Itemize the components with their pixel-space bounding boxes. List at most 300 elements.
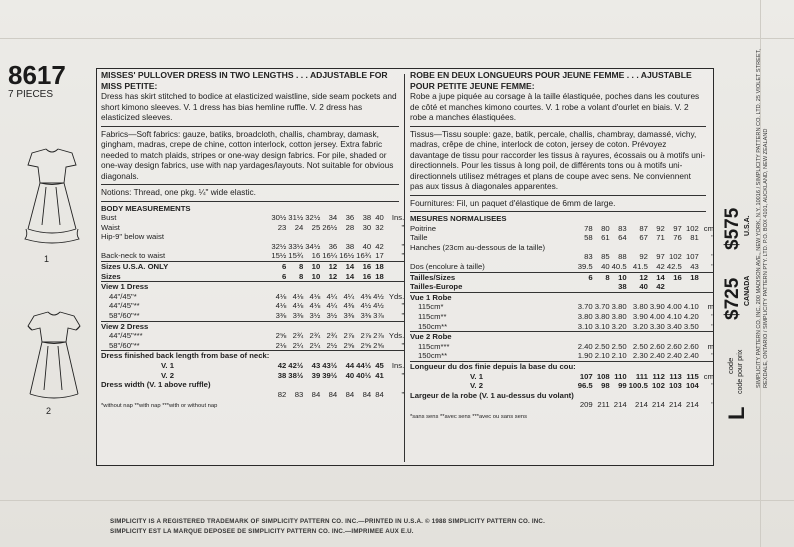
- table-cell: 2⅝: [373, 340, 384, 350]
- table-cell: 43: [311, 361, 321, 370]
- table-cell: [354, 232, 371, 242]
- table-cell: 113: [669, 371, 682, 381]
- table-cell: 2.10: [594, 351, 610, 361]
- table-row: [101, 311, 404, 321]
- table-row: [101, 223, 404, 233]
- table-row: [101, 213, 404, 223]
- table-cell: 2½: [326, 340, 338, 350]
- table-cell: 14: [648, 272, 665, 282]
- table-cell: [648, 332, 665, 342]
- table-cell: 36: [345, 213, 355, 223]
- table-cell: [269, 380, 286, 390]
- table-cell: 102: [685, 223, 699, 233]
- row-label: 115cm***: [418, 341, 450, 351]
- table-cell: 83: [584, 252, 593, 262]
- table-cell: [371, 351, 384, 361]
- table-cell: [682, 214, 699, 224]
- unit-cell: ": [401, 370, 405, 380]
- english-footnote: *without nap **with nap ***with or without nap: [101, 403, 218, 410]
- table-cell: [593, 214, 610, 224]
- table-cell: [303, 380, 320, 390]
- english-fabrics: Fabrics—Soft fabrics: gauze, batiks, broadcloth, challis, chambray, damask, gingham, madras, crepe de chine, cotton interlock, cotton jersey. Extra fabric needed to match plaids, stripes or one-way design fabrics. For pile, shaded or one-way design fabrics, use with nap yardages/layouts. Not suitable for obvious diagonals.: [101, 128, 394, 181]
- table-cell: 3.80: [632, 302, 648, 312]
- unit-cell: m: [707, 302, 715, 312]
- table-row: [410, 214, 714, 224]
- table-cell: [627, 332, 648, 342]
- table-cell: 18: [371, 262, 384, 272]
- table-cell: 3.30: [649, 321, 665, 331]
- table-cell: 24: [294, 222, 304, 232]
- table-cell: 45: [375, 361, 384, 370]
- table-cell: 104: [685, 381, 699, 391]
- table-cell: 4.10: [683, 302, 699, 312]
- table-row: [410, 282, 714, 292]
- table-cell: 40½: [356, 370, 372, 380]
- row-label: 150cm**: [418, 321, 448, 331]
- row-label: Tailles/Sizes: [410, 272, 576, 282]
- table-cell: 4⅛: [292, 301, 304, 311]
- row-label: 44"/45"**: [109, 301, 140, 311]
- table-cell: 2.60: [683, 341, 699, 351]
- table-cell: 28: [345, 222, 355, 232]
- table-cell: 84: [375, 389, 384, 399]
- unit-cell: [384, 262, 404, 272]
- table-cell: 102: [668, 252, 682, 262]
- table-cell: 92: [656, 223, 665, 233]
- table-cell: 43½: [322, 361, 338, 370]
- table-cell: 15½: [271, 251, 287, 261]
- unit-cell: Yds.: [388, 291, 405, 301]
- table-cell: [320, 351, 337, 361]
- table-cell: 40: [375, 213, 384, 223]
- table-row: [410, 252, 714, 262]
- table-cell: [576, 282, 593, 292]
- unit-cell: Ins.: [391, 361, 405, 370]
- table-cell: [337, 351, 354, 361]
- table-cell: 87: [639, 223, 648, 233]
- table-cell: 2.40: [577, 341, 593, 351]
- table-row: [410, 272, 714, 282]
- table-cell: 107: [579, 371, 593, 381]
- unit-cell: [384, 204, 404, 214]
- table-cell: 88: [618, 252, 627, 262]
- row-label: 115cm**: [418, 311, 447, 321]
- table-cell: [593, 282, 610, 292]
- table-cell: 3.70: [577, 302, 593, 312]
- table-cell: 18: [682, 272, 699, 282]
- table-cell: 4⅛: [309, 301, 321, 311]
- table-cell: 32½: [305, 213, 321, 223]
- row-label: Vue 1 Robe: [410, 292, 576, 302]
- table-cell: 41.5: [632, 261, 648, 271]
- table-cell: 67: [639, 233, 648, 243]
- table-cell: 4½: [373, 291, 384, 301]
- table-cell: [593, 332, 610, 342]
- table-cell: 44: [345, 361, 355, 370]
- table-cell: 80: [601, 223, 610, 233]
- table-row: [101, 272, 404, 282]
- table-cell: 16¼: [322, 251, 338, 261]
- table-cell: [269, 282, 286, 292]
- unit-cell: [384, 321, 404, 331]
- unit-cell: ": [711, 321, 715, 331]
- table-cell: 214: [613, 400, 627, 410]
- table-cell: 3.70: [594, 302, 610, 312]
- table-cell: 112: [652, 371, 665, 381]
- table-cell: [648, 243, 665, 253]
- view-2-sketch: [18, 306, 90, 406]
- row-label: [410, 252, 576, 262]
- table-cell: 214: [635, 400, 648, 410]
- table-cell: [665, 332, 682, 342]
- table-cell: 85: [601, 252, 610, 262]
- table-cell: 98: [601, 381, 610, 391]
- table-cell: 17: [375, 251, 384, 261]
- table-cell: 2⅝: [275, 331, 287, 341]
- unit-cell: [699, 332, 714, 342]
- table-cell: 10: [311, 271, 321, 281]
- table-cell: 32: [375, 222, 384, 232]
- envelope-fold-bottom: [0, 500, 794, 501]
- table-cell: 84: [328, 389, 338, 399]
- table-cell: 108: [596, 371, 610, 381]
- table-cell: 99: [618, 381, 627, 391]
- table-cell: [627, 361, 648, 371]
- row-label: BODY MEASUREMENTS: [101, 203, 191, 213]
- row-label: Largeur de la robe (V. 1 au-dessus du volant): [410, 390, 574, 400]
- code-pour-prix-label: code pour prix: [737, 349, 744, 394]
- table-cell: 2⅛: [275, 340, 287, 350]
- usa-price: $575: [722, 207, 743, 250]
- table-cell: [610, 214, 627, 224]
- table-cell: 3.10: [577, 321, 593, 331]
- french-yardage-table: [410, 214, 714, 410]
- table-cell: 26½: [322, 222, 338, 232]
- unit-cell: ": [711, 381, 715, 391]
- table-cell: [320, 380, 337, 390]
- unit-cell: [699, 243, 714, 253]
- publisher-addresses: SIMPLICITY PATTERN CO. INC. 200 MADISON AVE., NEW YORK, N.Y. 10016 / SIMPLICITY PATTERN CO. LTD. 25 VIOLET STREET, REXDALE, ONTARIO / SIMPLICITY PATTERN PTY. LTD. P.O. BOX 4101, AUCKLAND, NEW ZEALAND: [756, 49, 769, 388]
- unit-cell: [384, 272, 404, 282]
- table-cell: [303, 351, 320, 361]
- table-cell: 16: [311, 251, 321, 261]
- unit-cell: ": [711, 400, 715, 410]
- row-label: Hip-9" below waist: [101, 232, 164, 242]
- row-label: [410, 400, 576, 410]
- table-row: [410, 372, 714, 382]
- unit-cell: cm: [703, 223, 715, 233]
- table-row: [101, 292, 404, 302]
- table-cell: [269, 232, 286, 242]
- table-cell: 61: [601, 233, 610, 243]
- table-cell: 102: [652, 381, 665, 391]
- unit-cell: [699, 361, 714, 371]
- table-cell: 2¼: [292, 340, 304, 350]
- envelope-fold-top: [0, 38, 794, 39]
- unit-cell: ": [401, 311, 405, 321]
- unit-cell: [384, 232, 404, 242]
- footer-trademark-en: SIMPLICITY IS A REGISTERED TRADEMARK OF SIMPLICITY PATTERN CO. INC.—PRINTED IN U.S.A. © 1988 SIMPLICITY PATTERN CO. INC.: [110, 518, 546, 525]
- table-row: [101, 341, 404, 351]
- table-cell: 84: [345, 389, 355, 399]
- table-cell: [320, 232, 337, 242]
- table-cell: [286, 282, 303, 292]
- table-cell: 4.00: [666, 302, 682, 312]
- english-description: Dress has skirt stitched to bodice at elasticized waistline, side seam pockets and short kimono sleeves. V. 1 dress has bias hemline ruffle. V. 2 dress has elasticized sleeves.: [101, 91, 397, 122]
- table-cell: 2.60: [666, 341, 682, 351]
- table-cell: [648, 292, 665, 302]
- table-cell: 81: [690, 233, 699, 243]
- table-cell: 96.5: [577, 381, 593, 391]
- table-row: [410, 312, 714, 322]
- table-row: [410, 361, 714, 371]
- table-cell: 3.90: [632, 311, 648, 321]
- table-cell: [371, 204, 384, 214]
- table-row: [410, 224, 714, 234]
- table-cell: 43: [690, 261, 699, 271]
- table-row: [101, 361, 404, 371]
- unit-cell: ": [401, 222, 405, 232]
- table-row: [101, 262, 404, 272]
- row-label: Sizes U.S.A. ONLY: [101, 262, 269, 272]
- row-label: 150cm**: [418, 351, 448, 361]
- table-cell: 3.80: [611, 311, 627, 321]
- table-cell: [337, 232, 354, 242]
- table-cell: [593, 243, 610, 253]
- table-cell: [286, 321, 303, 331]
- table-cell: 34: [328, 213, 338, 223]
- table-cell: [682, 282, 699, 292]
- table-cell: 209: [579, 400, 593, 410]
- table-cell: 4⅜: [360, 291, 372, 301]
- table-cell: 4.00: [649, 311, 665, 321]
- table-cell: [610, 361, 627, 371]
- row-label: Poitrine: [410, 223, 437, 233]
- table-cell: [303, 232, 320, 242]
- table-cell: 3.20: [632, 321, 648, 331]
- unit-cell: ": [401, 301, 405, 311]
- table-cell: 16½: [339, 251, 355, 261]
- unit-cell: [699, 391, 714, 401]
- row-label: Dress width (V. 1 above ruffle): [101, 380, 211, 390]
- table-cell: 2¼: [309, 340, 321, 350]
- table-cell: [303, 321, 320, 331]
- table-row: [410, 302, 714, 312]
- table-cell: 2¾: [326, 331, 338, 341]
- table-cell: 38: [345, 241, 355, 251]
- table-cell: 40: [639, 282, 648, 292]
- table-cell: 16: [362, 271, 372, 281]
- table-cell: 39.5: [577, 261, 593, 271]
- table-cell: [665, 214, 682, 224]
- table-cell: [337, 282, 354, 292]
- unit-cell: [699, 292, 714, 302]
- table-row: [410, 262, 714, 272]
- table-cell: 97: [656, 252, 665, 262]
- table-cell: 2.50: [611, 341, 627, 351]
- table-cell: [337, 380, 354, 390]
- row-label: 58"/60"**: [109, 311, 140, 321]
- table-cell: [576, 214, 593, 224]
- table-cell: 14: [345, 271, 355, 281]
- unit-cell: ": [401, 340, 405, 350]
- table-cell: [610, 332, 627, 342]
- row-label: Hanches (23cm au-dessous de la taille): [410, 242, 546, 252]
- table-cell: [354, 351, 371, 361]
- table-cell: [371, 321, 384, 331]
- table-cell: 3⅜: [360, 311, 372, 321]
- table-cell: [610, 391, 627, 401]
- table-cell: 33½: [288, 241, 304, 251]
- table-cell: 211: [597, 400, 610, 410]
- french-notions: Fournitures: Fil, un paquet d'élastique de 6mm de large.: [410, 197, 616, 208]
- unit-cell: ": [711, 252, 715, 262]
- table-cell: [682, 332, 699, 342]
- table-cell: 41: [375, 370, 384, 380]
- unit-cell: ": [711, 233, 715, 243]
- table-cell: 16: [665, 272, 682, 282]
- table-row: [410, 243, 714, 253]
- french-footnote: *sans sens **avec sens ***avec ou sans sens: [410, 413, 527, 420]
- unit-cell: [699, 214, 714, 224]
- unit-cell: Ins.: [391, 213, 405, 223]
- table-cell: 2.40: [666, 351, 682, 361]
- table-cell: [682, 243, 699, 253]
- table-cell: 40.5: [611, 261, 627, 271]
- table-cell: [648, 214, 665, 224]
- unit-cell: [384, 282, 404, 292]
- table-cell: 2⅝: [360, 340, 372, 350]
- table-cell: 4⅛: [275, 301, 287, 311]
- table-cell: [371, 282, 384, 292]
- table-cell: 3½: [309, 311, 321, 321]
- table-cell: [593, 391, 610, 401]
- table-row: [410, 233, 714, 243]
- table-cell: 16¾: [356, 251, 372, 261]
- table-cell: 12: [627, 272, 648, 282]
- unit-cell: ": [711, 261, 715, 271]
- table-row: [101, 380, 404, 390]
- table-cell: [354, 321, 371, 331]
- table-cell: 3.80: [577, 311, 593, 321]
- english-title: MISSES' PULLOVER DRESS IN TWO LENGTHS . . . ADJUSTABLE FOR MISS PETITE:: [101, 70, 388, 91]
- table-row: [101, 242, 404, 252]
- table-cell: 25: [311, 222, 321, 232]
- code-label: code: [726, 357, 735, 374]
- table-cell: 82: [277, 389, 287, 399]
- table-cell: 2.10: [611, 351, 627, 361]
- table-row: [101, 282, 404, 292]
- table-cell: 4¼: [326, 301, 338, 311]
- table-cell: 2⅞: [343, 331, 355, 341]
- table-cell: [269, 321, 286, 331]
- table-cell: 40: [601, 261, 610, 271]
- table-cell: 39½: [322, 370, 338, 380]
- row-label: 115cm*: [418, 302, 444, 312]
- table-cell: [371, 380, 384, 390]
- table-row: [101, 301, 404, 311]
- table-cell: 78: [584, 223, 593, 233]
- table-cell: 97: [673, 223, 682, 233]
- row-label: [101, 390, 269, 400]
- table-cell: [286, 204, 303, 214]
- table-cell: [627, 243, 648, 253]
- table-cell: 3.40: [666, 321, 682, 331]
- table-cell: 8: [593, 272, 610, 282]
- table-row: [101, 232, 404, 242]
- table-cell: 214: [652, 400, 665, 410]
- table-cell: 4½: [360, 301, 372, 311]
- table-cell: 32½: [271, 241, 287, 251]
- table-cell: 8: [298, 271, 304, 281]
- table-cell: 4⅛: [309, 291, 321, 301]
- table-row: [101, 371, 404, 381]
- table-cell: 2⅝: [343, 340, 355, 350]
- unit-cell: [699, 282, 714, 292]
- table-cell: [610, 292, 627, 302]
- table-cell: 2.50: [594, 341, 610, 351]
- french-description: Robe a jupe piquée au corsage à la taille élastiquée, poches dans les coutures de côté et manches kimono courtes. V. 1 robe a volant d'ourlet en biais. V. 2 robe a manches élastiquées.: [410, 91, 700, 122]
- table-row: [410, 400, 714, 410]
- table-cell: [576, 391, 593, 401]
- row-label: Sizes: [101, 271, 121, 281]
- table-cell: 2.60: [649, 341, 665, 351]
- table-cell: 14: [337, 262, 354, 272]
- table-cell: [665, 391, 682, 401]
- table-cell: [627, 214, 648, 224]
- table-cell: 2.40: [649, 351, 665, 361]
- table-cell: [593, 361, 610, 371]
- table-cell: 4¼: [326, 291, 338, 301]
- table-cell: 30: [362, 222, 372, 232]
- table-cell: 3.80: [594, 311, 610, 321]
- table-row: [410, 381, 714, 391]
- row-label: Longueur du dos finie depuis la base du cou:: [410, 361, 576, 371]
- row-label: Bust: [101, 213, 117, 223]
- table-cell: [320, 204, 337, 214]
- table-cell: 4⅜: [343, 301, 355, 311]
- table-cell: [648, 361, 665, 371]
- table-cell: 23: [277, 222, 287, 232]
- table-cell: 84: [362, 389, 372, 399]
- table-cell: [337, 204, 354, 214]
- table-cell: 3.10: [594, 321, 610, 331]
- table-cell: [354, 380, 371, 390]
- table-cell: 2.30: [632, 351, 648, 361]
- unit-cell: m: [707, 341, 715, 351]
- table-cell: 4¼: [343, 291, 355, 301]
- row-label: Back-neck to waist: [101, 251, 166, 261]
- table-cell: [371, 232, 384, 242]
- table-cell: [665, 361, 682, 371]
- row-label: Tailles-Europe: [410, 282, 463, 292]
- unit-cell: ": [401, 241, 405, 251]
- price-code-letter: L: [724, 406, 749, 420]
- table-cell: 18: [375, 271, 384, 281]
- row-label: View 1 Dress: [101, 282, 269, 292]
- table-cell: 4½: [373, 301, 384, 311]
- table-cell: 71: [656, 233, 665, 243]
- table-cell: 15¾: [288, 251, 304, 261]
- table-row: [101, 251, 404, 261]
- unit-cell: Yds.: [388, 331, 405, 341]
- table-cell: 10: [303, 262, 320, 272]
- table-cell: 214: [685, 400, 699, 410]
- table-cell: [576, 292, 593, 302]
- table-cell: 3⅞: [373, 311, 384, 321]
- table-cell: 3.50: [683, 321, 699, 331]
- english-column: [101, 70, 405, 469]
